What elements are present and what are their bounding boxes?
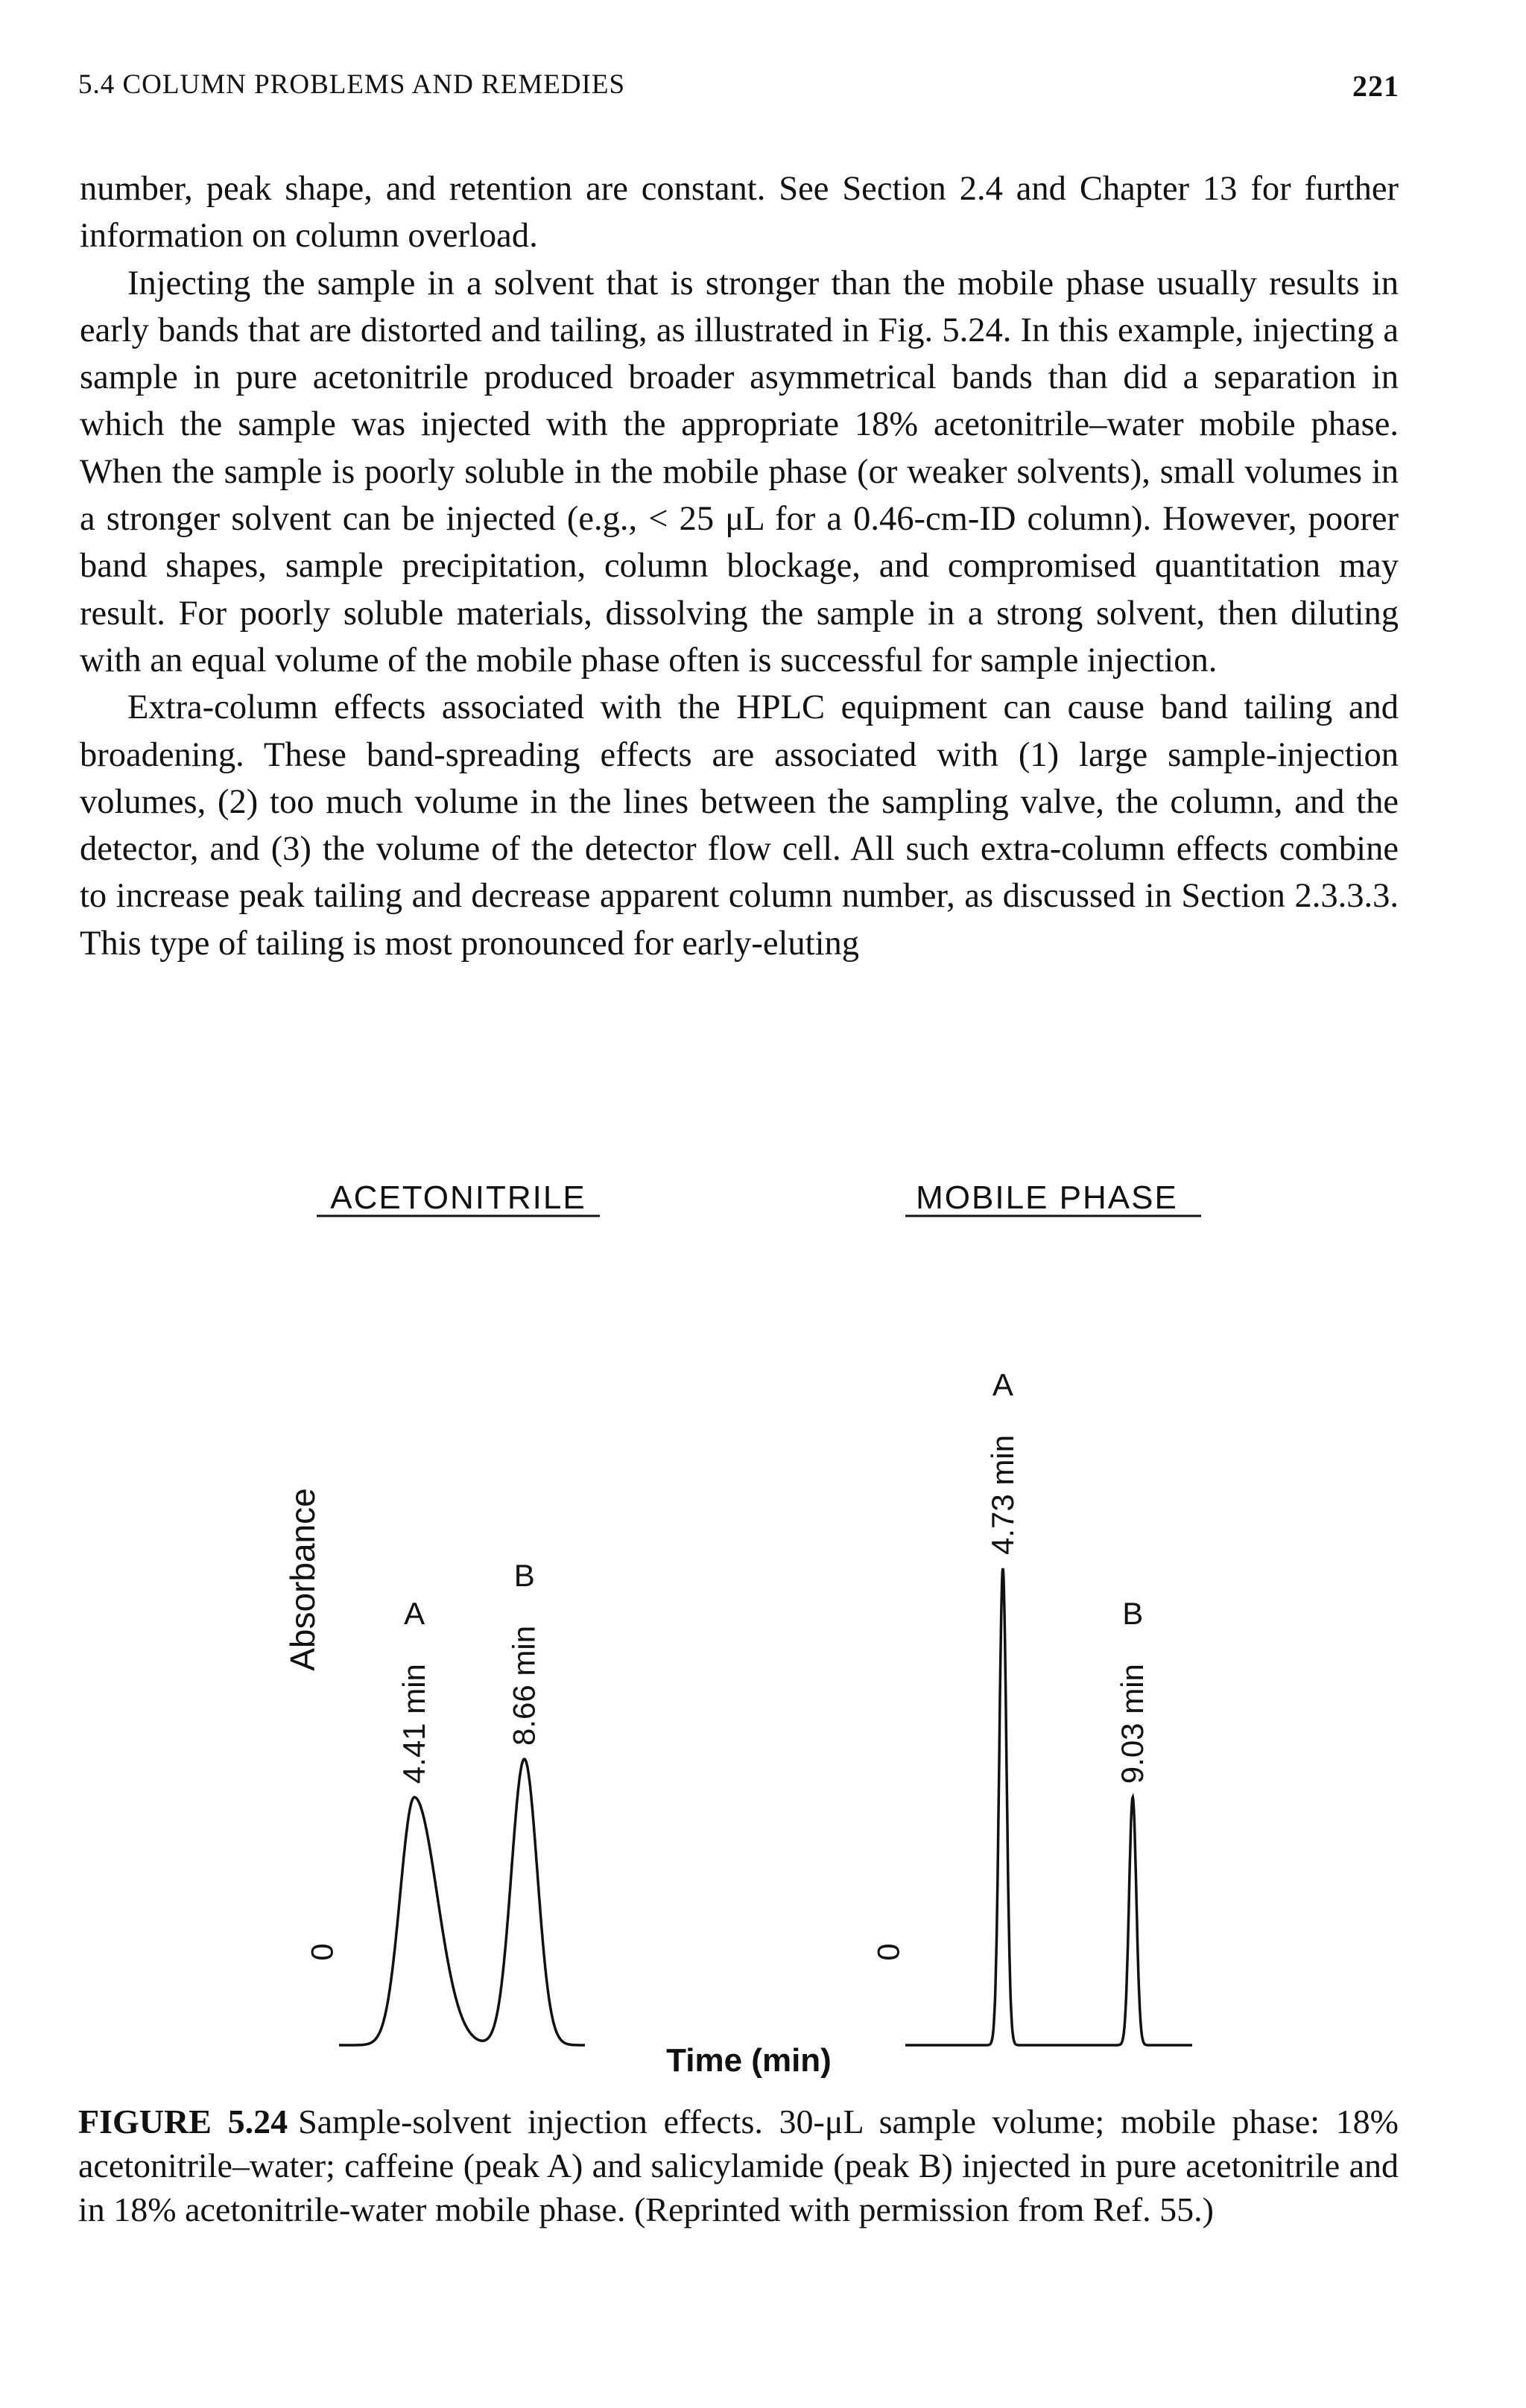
y-axis-label: Absorbance	[283, 1488, 322, 1671]
running-head	[78, 69, 1399, 113]
panel-acetonitrile	[283, 1179, 600, 2045]
paragraph-3: Extra-column effects associated with the HPLC equipment can cause band tailing and broadening. These band-spreading effects are associated with (1) large sample-injection volumes, (2) too much volume in the lines between the sampling valve, the column, and the detector, and (3) the volume of the detector flow cell. All such extra-column effects combine to increase peak tailing and decrease apparent column number, as discussed in Section 2.3.3.3. This type of tailing is most pronounced for early-eluting	[80, 688, 1399, 963]
caption-text: Sample-solvent injection effects. 30-μL sample volume; mobile phase: 18% acetonitrile–water; caffeine (peak A) and salicylamide (peak B) injected in pure acetonitrile and in 18% acetonitrile-water mobile phase. (Reprinted with permission from Ref. 55.)	[78, 2103, 1399, 2228]
origin-label-right: 0	[871, 1943, 906, 1961]
paragraph-2: Injecting the sample in a solvent that is stronger than the mobile phase usually results in early bands that are distorted and tailing, as illustrated in Fig. 5.24. In this example, injecting a sample in pure acetonitrile produced broader asymmetrical bands than did a separation in which the sample was injected with the appropriate 18% acetonitrile–water mobile phase. When the sample is poorly soluble in the mobile phase (or weaker solvents), small volumes in a stronger solvent can be injected (e.g., < 25 μL for a 0.46-cm-ID column). However, poorer band shapes, sample precipitation, column blockage, and compromised quantitation may result. For poorly soluble materials, dissolving the sample in a strong solvent, then diluting with an equal volume of the mobile phase often is successful for sample injection.	[80, 264, 1399, 679]
figure-caption	[78, 2100, 1399, 2231]
chromatogram-trace-acetonitrile	[339, 1759, 585, 2045]
peak-a-time-label-mobile-phase: 4.73 min	[984, 1434, 1020, 1555]
paragraph-1: number, peak shape, and retention are constant. See Section 2.4 and Chapter 13 for further information on column overload.	[80, 170, 1399, 256]
peak-a-label-mobile-phase: A	[992, 1367, 1013, 1402]
peak-a-label-acetonitrile: A	[404, 1596, 425, 1632]
chromatogram-figure	[0, 1162, 1526, 2101]
running-title: 5.4 COLUMN PROBLEMS AND REMEDIES	[78, 69, 626, 100]
panel-mobile-phase	[871, 1179, 1201, 2045]
caption-label: FIGURE 5.24	[78, 2103, 288, 2141]
chromatogram-trace-mobile-phase	[905, 1568, 1192, 2045]
x-axis-label: Time (min)	[666, 2042, 832, 2079]
peak-b-time-label-mobile-phase: 9.03 min	[1115, 1664, 1150, 1784]
peak-b-time-label-acetonitrile: 8.66 min	[506, 1625, 542, 1746]
figure-5-24	[0, 1162, 1526, 2228]
peak-a-time-label-acetonitrile: 4.41 min	[396, 1664, 432, 1784]
page-number: 221	[1352, 69, 1399, 103]
peak-b-label-acetonitrile: B	[513, 1558, 535, 1593]
origin-label-left: 0	[305, 1943, 340, 1961]
panel-title-mobile-phase: MOBILE PHASE	[916, 1179, 1178, 1216]
peak-b-label-mobile-phase: B	[1122, 1596, 1144, 1632]
body-text	[80, 165, 1399, 967]
panel-title-acetonitrile: ACETONITRILE	[330, 1179, 586, 1216]
